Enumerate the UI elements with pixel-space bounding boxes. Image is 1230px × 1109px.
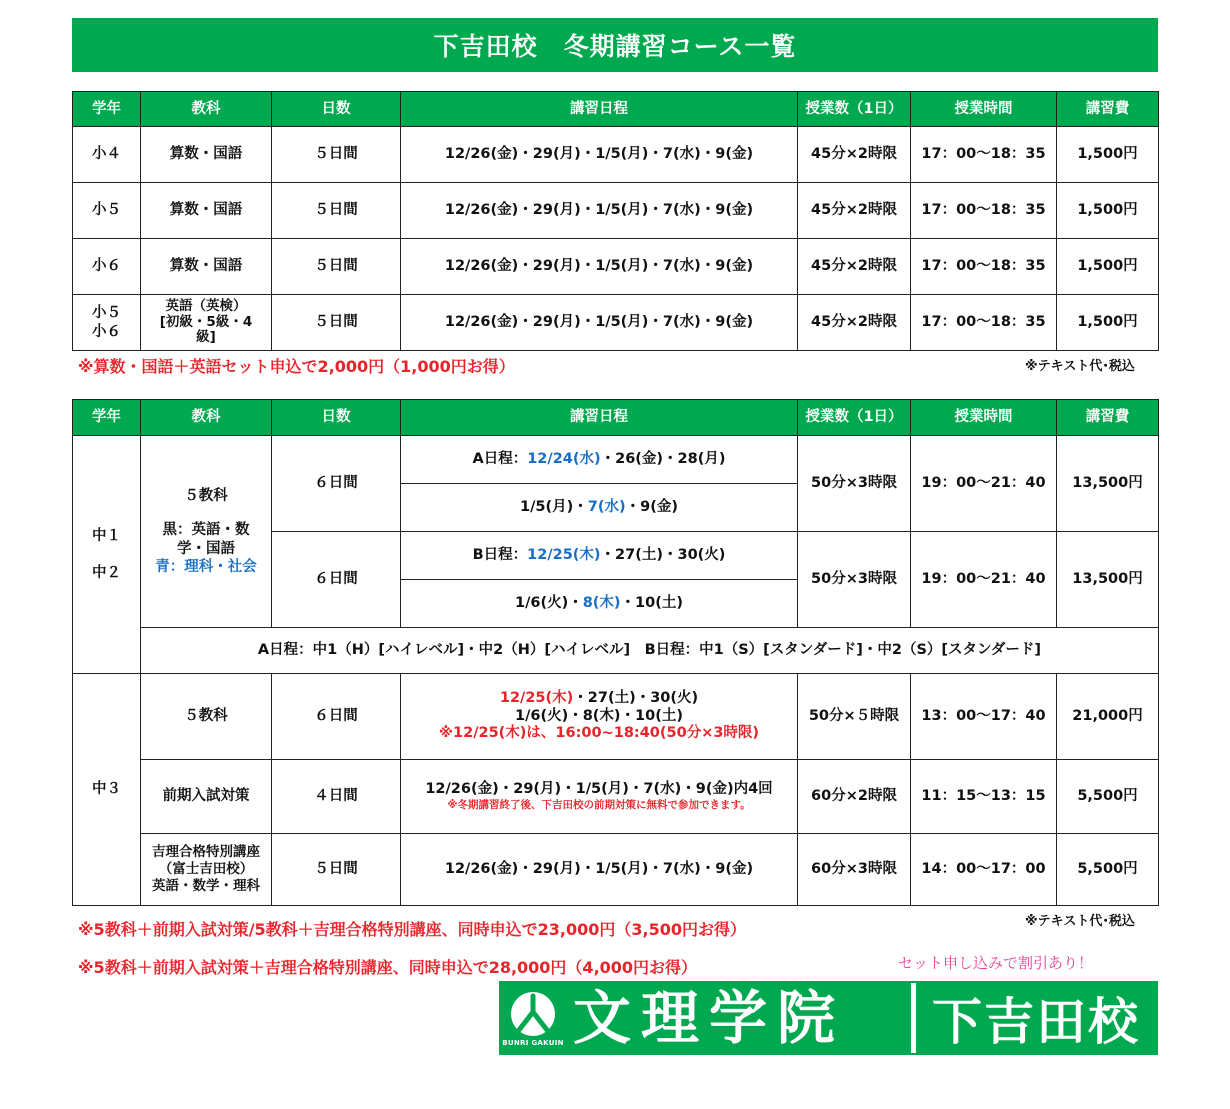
header-days: 日数 — [272, 92, 401, 127]
days-cell: ５日間 — [272, 295, 401, 351]
lessons-cell: 45分×2時限 — [798, 239, 911, 295]
fee-cell: 13,500円 — [1057, 436, 1159, 532]
grade-line: 小６ — [92, 323, 121, 340]
fee-cell: 13,500円 — [1057, 532, 1159, 628]
time-cell: 17：00～18：35 — [911, 239, 1057, 295]
schedule-highlight: 12/25(木) — [499, 690, 574, 707]
table-row — [73, 628, 1159, 674]
days-cell: ６日間 — [272, 674, 401, 760]
schedule-rest: ・27(土)・30(火) — [600, 547, 726, 564]
fee-cell: 5,500円 — [1057, 760, 1159, 834]
schedule-prefix: 1/6(火)・ — [514, 595, 583, 612]
grade-line: 中２ — [92, 564, 121, 581]
header-schedule: 講習日程 — [401, 400, 798, 436]
discount-callout: セット申し込みで割引あり！ — [898, 954, 1094, 972]
header-schedule: 講習日程 — [401, 92, 798, 127]
schedule-line — [403, 690, 795, 707]
grade-cell — [73, 295, 141, 351]
fee-cell: 1,500円 — [1057, 183, 1159, 239]
schedule-highlight: 8(木) — [582, 595, 621, 612]
schedule-rest: ・26(金)・28(月) — [600, 451, 726, 468]
subject-cell: 算数・国語 — [141, 183, 272, 239]
schedule-highlight: 7(水) — [587, 499, 626, 516]
time-cell: 17：00～18：35 — [911, 127, 1057, 183]
subject-cell: 算数・国語 — [141, 239, 272, 295]
table-row — [73, 295, 1159, 351]
days-cell: ５日間 — [272, 239, 401, 295]
days-cell: ６日間 — [272, 436, 401, 532]
header-lessons: 授業数（1日） — [798, 92, 911, 127]
schedule-cell: 12/26(金)・29(月)・1/5(月)・7(水)・9(金) — [401, 834, 798, 906]
grade-cell: 中３ — [73, 674, 141, 906]
table-row — [73, 127, 1159, 183]
schedule-cell — [401, 436, 798, 484]
set-discount-note-1: ※5教科＋前期入試対策/5教科＋吉理合格特別講座、同時申込で23,000円（3,500円お得） — [78, 920, 747, 939]
schedule-rest: ・10(土) — [620, 595, 683, 612]
header-fee: 講習費 — [1057, 92, 1159, 127]
set-discount-note-2: ※5教科＋前期入試対策＋吉理合格特別講座、同時申込で28,000円（4,000円お得） — [78, 958, 698, 977]
time-cell: 13：00～17：40 — [911, 674, 1057, 760]
schedule-rest: ・27(土)・30(火) — [573, 690, 699, 707]
subject-line-blue: 青：理科・社会 — [155, 558, 257, 575]
days-cell: ５日間 — [272, 127, 401, 183]
header-grade: 学年 — [73, 92, 141, 127]
subject-line: （富士吉田校） — [158, 861, 254, 878]
header-fee: 講習費 — [1057, 400, 1159, 436]
set-discount-note: ※算数・国語＋英語セット申込で2,000円（1,000円お得） — [78, 357, 515, 376]
lessons-cell: 60分×3時限 — [798, 834, 911, 906]
schedule-cell — [401, 580, 798, 628]
table-header-row — [73, 92, 1159, 127]
logo-name: 文理学院 — [573, 984, 846, 1052]
elementary-course-table — [72, 91, 1159, 351]
grade-cell — [73, 436, 141, 674]
subject-cell — [141, 295, 272, 351]
schedule-prefix: 1/5(月)・ — [520, 499, 588, 516]
table-row — [73, 239, 1159, 295]
lessons-cell: 50分×3時限 — [798, 532, 911, 628]
fee-cell: 1,500円 — [1057, 239, 1159, 295]
page-title: 下吉田校 冬期講習コース一覧 — [72, 18, 1158, 72]
subject-line: 吉理合格特別講座 — [152, 844, 260, 861]
schedule-cell — [401, 760, 798, 834]
lessons-cell: 45分×2時限 — [798, 183, 911, 239]
schedule-cell — [401, 532, 798, 580]
schedule-note: ※12/25(木)は、16:00~18:40(50分×3時限) — [438, 725, 760, 742]
grade-cell: 小４ — [73, 127, 141, 183]
time-cell: 19：00～21：40 — [911, 436, 1057, 532]
schedule-cell: 12/26(金)・29(月)・1/5(月)・7(水)・9(金) — [401, 127, 798, 183]
table-row — [73, 760, 1159, 834]
grade-line: 小５ — [92, 305, 121, 322]
school-logo — [499, 981, 1158, 1055]
subject-line: 黒：英語・数 — [162, 522, 250, 539]
logo-mark — [501, 983, 565, 1053]
schedule-highlight: 12/25(木) — [527, 547, 601, 564]
subject-line: 学・国語 — [177, 540, 235, 557]
schedule-note: ※冬期講習終了後、下吉田校の前期対策に無料で参加できます。 — [447, 799, 751, 812]
days-cell: ６日間 — [272, 532, 401, 628]
level-note-cell: A日程：中1（H）[ハイレベル]・中2（H）[ハイレベル] B日程：中1（S）[スタンダード]・中2（S）[スタンダード] — [141, 628, 1159, 674]
header-subject: 教科 — [141, 400, 272, 436]
grade-line: 中１ — [92, 528, 121, 545]
schedule-rest: ・9(金) — [625, 499, 678, 516]
subject-line: 英語（英検） — [165, 298, 247, 315]
subject-cell — [141, 834, 272, 906]
tax-note: ※テキスト代･税込 — [1025, 914, 1135, 929]
subject-title: ５教科 — [184, 488, 228, 505]
schedule-highlight: 12/24(水) — [527, 451, 601, 468]
grade-cell: 小６ — [73, 239, 141, 295]
header-lessons: 授業数（1日） — [798, 400, 911, 436]
subject-cell — [141, 436, 272, 628]
time-cell: 17：00～18：35 — [911, 183, 1057, 239]
days-cell: ５日間 — [272, 834, 401, 906]
days-cell: ４日間 — [272, 760, 401, 834]
subject-line: 級] — [196, 329, 216, 346]
subject-line: 英語・数学・理科 — [152, 877, 260, 894]
schedule-cell — [401, 674, 798, 760]
lessons-cell: 60分×2時限 — [798, 760, 911, 834]
fee-cell: 1,500円 — [1057, 295, 1159, 351]
header-time: 授業時間 — [911, 400, 1057, 436]
logo-mark-text: BUNRI GAKUIN — [502, 1038, 564, 1047]
time-cell: 19：00～21：40 — [911, 532, 1057, 628]
schedule-cell: 12/26(金)・29(月)・1/5(月)・7(水)・9(金) — [401, 295, 798, 351]
schedule-cell: 12/26(金)・29(月)・1/5(月)・7(水)・9(金) — [401, 183, 798, 239]
header-days: 日数 — [272, 400, 401, 436]
time-cell: 17：00～18：35 — [911, 295, 1057, 351]
table-row — [73, 834, 1159, 906]
table-row — [73, 674, 1159, 760]
tax-note: ※テキスト代･税込 — [1025, 359, 1135, 374]
table-row — [73, 183, 1159, 239]
lessons-cell: 45分×2時限 — [798, 295, 911, 351]
subject-cell: ５教科 — [141, 674, 272, 760]
lessons-cell: 45分×2時限 — [798, 127, 911, 183]
fee-cell: 21,000円 — [1057, 674, 1159, 760]
schedule-prefix: B日程： — [472, 547, 528, 564]
schedule-cell — [401, 484, 798, 532]
subject-line: [初級・5級・4 — [159, 313, 253, 330]
header-subject: 教科 — [141, 92, 272, 127]
logo-brand — [501, 983, 911, 1053]
lessons-cell: 50分×５時限 — [798, 674, 911, 760]
table-row — [73, 436, 1159, 484]
time-cell: 11：15～13：15 — [911, 760, 1057, 834]
schedule-prefix: A日程： — [472, 451, 528, 468]
schedule-line: 1/6(火)・8(木)・10(土) — [514, 707, 683, 724]
time-cell: 14：00～17：00 — [911, 834, 1057, 906]
logo-branch: 下吉田校 — [916, 983, 1156, 1053]
schedule-cell: 12/26(金)・29(月)・1/5(月)・7(水)・9(金) — [401, 239, 798, 295]
bunri-emblem-icon — [509, 990, 557, 1038]
subject-cell: 算数・国語 — [141, 127, 272, 183]
subject-cell: 前期入試対策 — [141, 760, 272, 834]
header-grade: 学年 — [73, 400, 141, 436]
days-cell: ５日間 — [272, 183, 401, 239]
fee-cell: 1,500円 — [1057, 127, 1159, 183]
lessons-cell: 50分×3時限 — [798, 436, 911, 532]
schedule-line: 12/26(金)・29(月)・1/5(月)・7(水)・9(金)内4回 — [425, 781, 773, 798]
grade-cell: 小５ — [73, 183, 141, 239]
junior-course-table — [72, 399, 1159, 906]
header-time: 授業時間 — [911, 92, 1057, 127]
table-header-row — [73, 400, 1159, 436]
fee-cell: 5,500円 — [1057, 834, 1159, 906]
